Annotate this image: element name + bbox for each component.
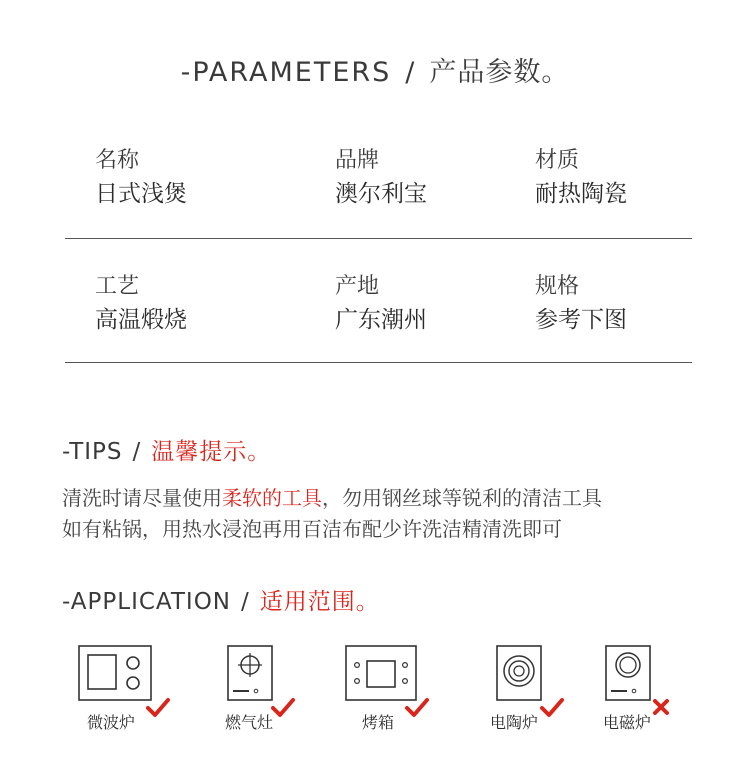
param-label: 名称 bbox=[95, 148, 140, 173]
param-material bbox=[535, 146, 735, 210]
application-title-cn: 适用范围。 bbox=[259, 589, 380, 615]
check-mark-icon bbox=[146, 697, 170, 719]
application-title bbox=[62, 583, 380, 616]
param-value: 广东潮州 bbox=[335, 307, 427, 333]
check-mark-icon bbox=[540, 697, 564, 719]
param-spec bbox=[535, 272, 735, 336]
param-value: 日式浅煲 bbox=[95, 181, 187, 207]
param-value: 耐热陶瓷 bbox=[535, 181, 627, 207]
param-label: 材质 bbox=[535, 148, 580, 173]
param-label: 规格 bbox=[535, 274, 580, 299]
application-label: 微波炉 bbox=[87, 713, 136, 732]
tips-body bbox=[62, 483, 742, 545]
oven-icon bbox=[345, 645, 417, 701]
param-value: 参考下图 bbox=[535, 307, 627, 333]
application-item-microwave bbox=[78, 645, 198, 745]
param-value: 澳尔利宝 bbox=[335, 181, 427, 207]
application-item-gas-stove bbox=[225, 645, 325, 745]
param-process bbox=[95, 272, 295, 336]
tips-line-2: 如有粘锅，用热水浸泡再用百洁布配少许洗洁精清洗即可 bbox=[62, 517, 562, 541]
param-brand bbox=[335, 146, 535, 210]
param-label: 工艺 bbox=[95, 274, 140, 299]
application-item-oven bbox=[345, 645, 455, 745]
param-origin bbox=[335, 272, 535, 336]
tips-highlight: 柔软的工具 bbox=[222, 486, 322, 510]
tips-title-separator: / bbox=[132, 439, 142, 465]
application-title-en: -APPLICATION bbox=[62, 589, 232, 615]
parameters-title-cn: 产品参数。 bbox=[429, 57, 570, 88]
parameters-title-separator: / bbox=[405, 57, 416, 88]
parameters-title bbox=[0, 50, 750, 89]
divider bbox=[65, 362, 692, 363]
microwave-icon bbox=[78, 645, 152, 701]
application-label: 电磁炉 bbox=[603, 713, 652, 732]
tips-line-1: 清洗时请尽量使用柔软的工具，勿用钢丝球等锐利的清洁工具 bbox=[62, 486, 602, 510]
tips-title-en: -TIPS bbox=[62, 439, 123, 465]
tips-title-cn: 温馨提示。 bbox=[151, 439, 272, 465]
application-label: 烤箱 bbox=[362, 713, 395, 732]
tips-title bbox=[62, 433, 271, 466]
application-title-separator: / bbox=[241, 589, 250, 615]
check-mark-icon bbox=[271, 697, 295, 719]
param-name bbox=[95, 146, 295, 210]
divider bbox=[65, 238, 692, 239]
application-label: 燃气灶 bbox=[225, 713, 274, 732]
cross-mark-icon bbox=[653, 699, 669, 715]
ceramic-cooker-icon bbox=[496, 645, 542, 701]
parameters-title-en: -PARAMETERS bbox=[180, 57, 392, 88]
application-label: 电陶炉 bbox=[490, 713, 539, 732]
gas-stove-icon bbox=[227, 645, 273, 701]
param-label: 品牌 bbox=[335, 148, 380, 173]
application-item-induction-cooker bbox=[603, 645, 703, 745]
application-item-ceramic-cooker bbox=[490, 645, 590, 745]
induction-cooker-icon bbox=[605, 645, 651, 701]
param-value: 高温煅烧 bbox=[95, 307, 187, 333]
param-label: 产地 bbox=[335, 274, 380, 299]
check-mark-icon bbox=[405, 697, 429, 719]
